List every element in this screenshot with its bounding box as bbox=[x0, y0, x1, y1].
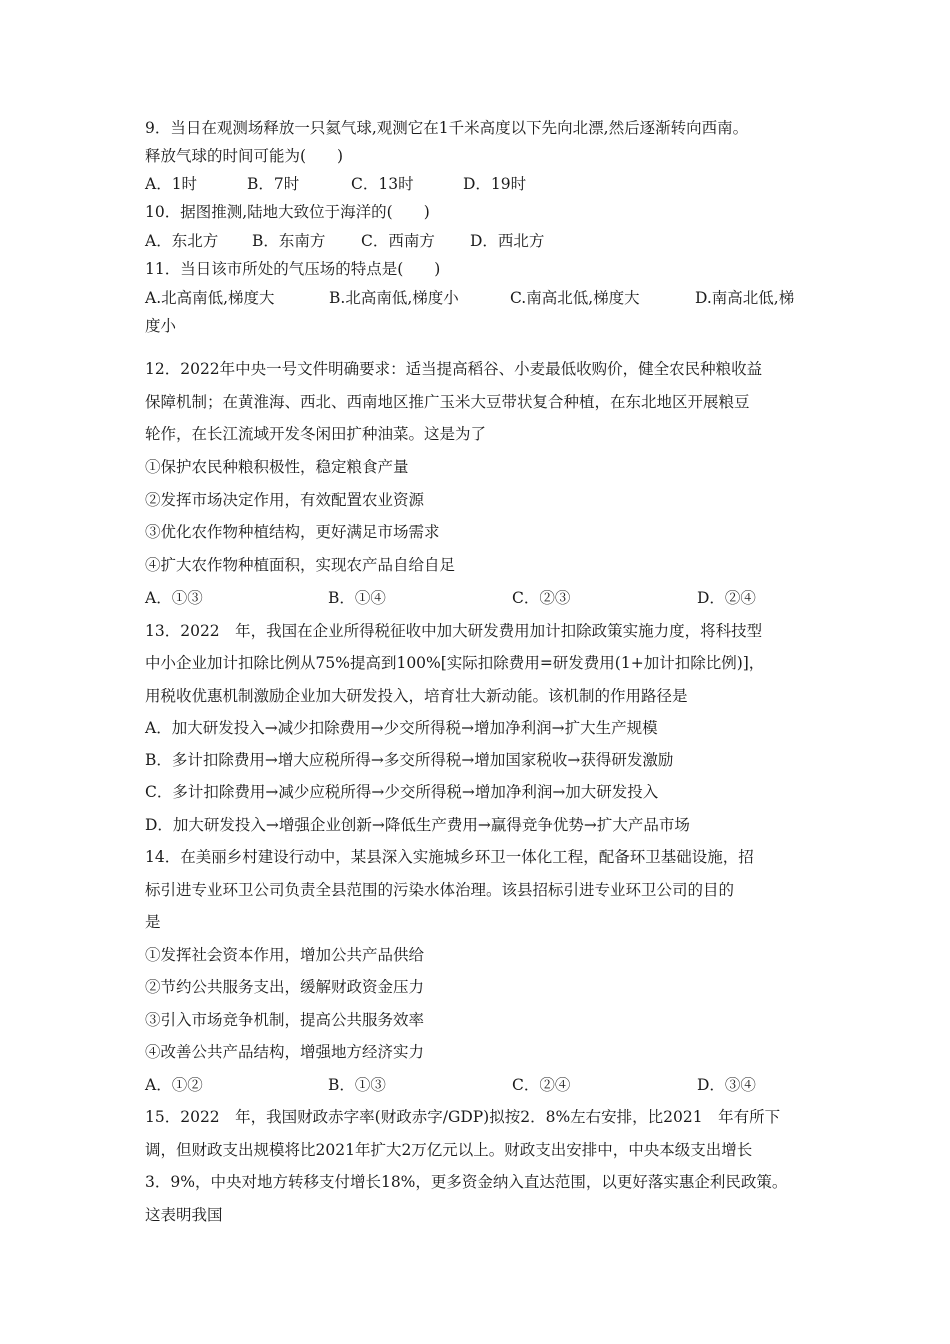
q14-stem-line-3: 是 bbox=[145, 913, 161, 931]
q11-stem: 11．当日该市所处的气压场的特点是( ) bbox=[145, 260, 441, 278]
q12-item-3: ③优化农作物种植结构，更好满足市场需求 bbox=[145, 523, 440, 541]
q13-stem-line-1: 13．2022 年，我国在企业所得税征收中加大研发费用加计扣除政策实施力度，将科技型 bbox=[145, 622, 763, 640]
q12-item-1: ①保护农民种粮积极性，稳定粮食产量 bbox=[145, 458, 409, 476]
q14-stem-line-2: 标引进专业环卫公司负责全县范围的污染水体治理。该县招标引进专业环卫公司的目的 bbox=[145, 881, 735, 899]
q12-option-c: C．②③ bbox=[512, 589, 571, 607]
q14-option-d: D．③④ bbox=[697, 1076, 756, 1094]
q13-stem-line-3: 用税收优惠机制激励企业加大研发投入，培育壮大新动能。该机制的作用路径是 bbox=[145, 687, 688, 705]
q12-item-4: ④扩大农作物种植面积，实现农产品自给自足 bbox=[145, 556, 456, 574]
q12-stem-line-1: 12．2022年中央一号文件明确要求：适当提高稻谷、小麦最低收购价，健全农民种粮收益 bbox=[145, 360, 763, 378]
q9-stem-line-1: 9．当日在观测场释放一只氦气球,观测它在1千米高度以下先向北漂,然后逐渐转向西南。 bbox=[145, 119, 749, 137]
q11-option-a: A.北高南低,梯度大 bbox=[145, 289, 275, 307]
q9-stem-line-2: 释放气球的时间可能为( ) bbox=[145, 147, 344, 165]
q12-item-2: ②发挥市场决定作用，有效配置农业资源 bbox=[145, 491, 425, 509]
q12-option-d: D．②④ bbox=[697, 589, 756, 607]
q15-stem-line-3: 3．9%，中央对地方转移支付增长18%，更多资金纳入直达范围，以更好落实惠企利民政策。 bbox=[145, 1173, 788, 1191]
q14-stem-line-1: 14．在美丽乡村建设行动中，某县深入实施城乡环卫一体化工程，配备环卫基础设施，招 bbox=[145, 848, 754, 866]
q14-option-a: A．①② bbox=[145, 1076, 203, 1094]
q10-option-b: B．东南方 bbox=[252, 232, 326, 250]
q15-stem-line-4: 这表明我国 bbox=[145, 1206, 223, 1224]
q15-stem-line-1: 15．2022 年，我国财政赤字率(财政赤字/GDP)拟按2．8%左右安排，比2021 年有所下 bbox=[145, 1108, 781, 1126]
q12-stem-line-2: 保障机制；在黄淮海、西北、西南地区推广玉米大豆带状复合种植，在东北地区开展粮豆 bbox=[145, 393, 750, 411]
q11-option-c: C.南高北低,梯度大 bbox=[510, 289, 640, 307]
q13-stem-line-2: 中小企业加计扣除比例从75%提高到100%[实际扣除费用=研发费用(1+加计扣除比例)]， bbox=[145, 654, 765, 672]
q13-option-c: C．多计扣除费用→减少应税所得→少交所得税→增加净利润→加大研发投入 bbox=[145, 783, 659, 801]
q12-option-a: A．①③ bbox=[145, 589, 203, 607]
q14-item-1: ①发挥社会资本作用，增加公共产品供给 bbox=[145, 946, 425, 964]
q9-option-a: A．1时 bbox=[145, 175, 198, 193]
q13-option-b: B．多计扣除费用→增大应税所得→多交所得税→增加国家税收→获得研发激励 bbox=[145, 751, 674, 769]
q14-item-2: ②节约公共服务支出，缓解财政资金压力 bbox=[145, 978, 425, 996]
q9-option-c: C．13时 bbox=[351, 175, 414, 193]
q14-item-3: ③引入市场竞争机制，提高公共服务效率 bbox=[145, 1011, 425, 1029]
q10-option-d: D．西北方 bbox=[470, 232, 545, 250]
q12-option-b: B．①④ bbox=[328, 589, 386, 607]
q10-stem: 10．据图推测,陆地大致位于海洋的( ) bbox=[145, 203, 430, 221]
q15-stem-line-2: 调，但财政支出规模将比2021年扩大2万亿元以上。财政支出安排中，中央本级支出增长 bbox=[145, 1141, 753, 1159]
q11-option-d-wrap: 度小 bbox=[145, 317, 177, 335]
q9-option-d: D．19时 bbox=[463, 175, 527, 193]
q9-option-b: B．7时 bbox=[247, 175, 300, 193]
q10-option-c: C．西南方 bbox=[361, 232, 435, 250]
q14-option-c: C．②④ bbox=[512, 1076, 571, 1094]
q13-option-a: A．加大研发投入→减少扣除费用→少交所得税→增加净利润→扩大生产规模 bbox=[145, 719, 658, 737]
q14-option-b: B．①③ bbox=[328, 1076, 386, 1094]
q12-stem-line-3: 轮作，在长江流域开发冬闲田扩种油菜。这是为了 bbox=[145, 425, 487, 443]
q11-option-b: B.北高南低,梯度小 bbox=[329, 289, 459, 307]
q13-option-d: D．加大研发投入→增强企业创新→降低生产费用→赢得竞争优势→扩大产品市场 bbox=[145, 816, 690, 834]
q10-option-a: A．东北方 bbox=[145, 232, 219, 250]
q11-option-d: D.南高北低,梯 bbox=[695, 289, 795, 307]
q14-item-4: ④改善公共产品结构，增强地方经济实力 bbox=[145, 1043, 425, 1061]
